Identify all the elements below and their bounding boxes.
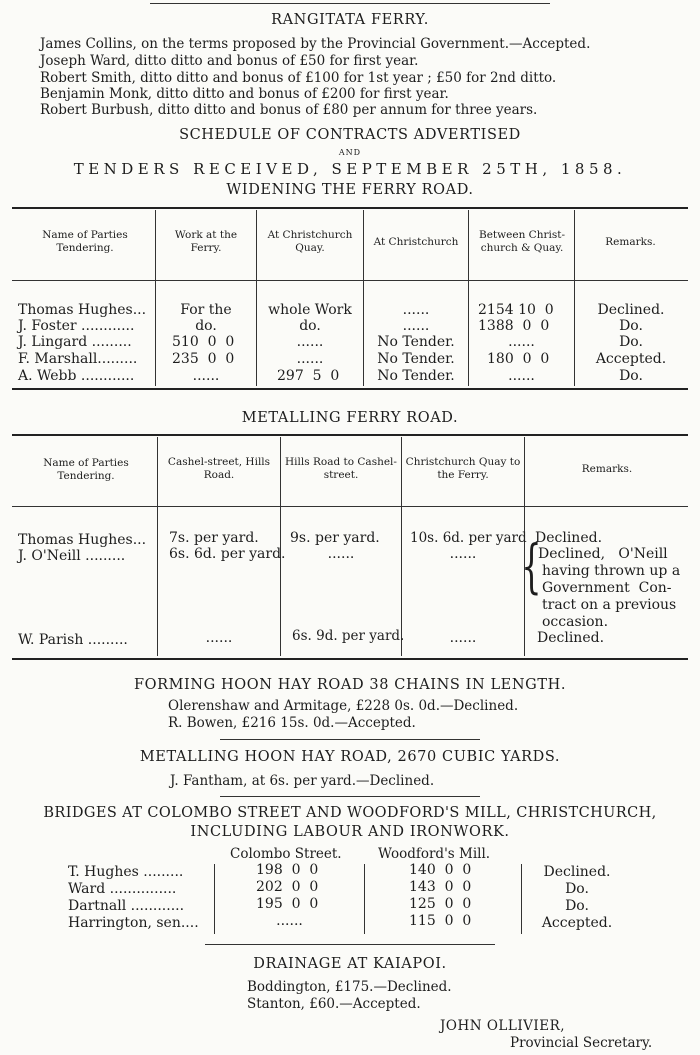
metalling-top-rule	[12, 434, 688, 436]
remarks-value: Do.	[565, 881, 589, 897]
col-divider	[155, 210, 156, 386]
schedule-tenders: TENDERS RECEIVED, SEPTEMBER 25TH, 1858.	[73, 160, 627, 178]
party-name: Thomas Hughes...	[18, 532, 147, 548]
church-value: No Tender.	[377, 351, 455, 367]
remarks-value: Accepted.	[541, 915, 613, 931]
between-value: ......	[508, 334, 535, 350]
colombo-value: 202 0 0	[256, 879, 319, 895]
woodford-value: 140 0 0	[409, 862, 472, 878]
metalling-header-name: Name of Parties Tendering.	[43, 457, 129, 482]
party-name: Dartnall ............	[68, 898, 185, 914]
schedule-and: AND	[338, 148, 362, 157]
top-rule	[150, 3, 550, 4]
oneill-remark-line: Government Con-	[542, 580, 672, 596]
quay-value: ......	[296, 351, 324, 367]
church-value: ......	[402, 302, 430, 318]
church-value: No Tender.	[377, 334, 455, 350]
woodford-value: 143 0 0	[409, 879, 472, 895]
rangitata-line: Robert Smith, ditto ditto and bonus of £100 for 1st year ; £50 for 2nd ditto.	[40, 70, 557, 86]
section-rule	[205, 944, 495, 945]
metalling-header-remarks: Remarks.	[581, 463, 633, 475]
remarks-value: Do.	[619, 368, 643, 384]
party-name: Ward ...............	[68, 881, 177, 897]
metalling-header-rule	[12, 506, 688, 507]
col-woodford: Woodford's Mill.	[378, 846, 491, 862]
remarks-value: Accepted.	[595, 351, 667, 367]
church-value: No Tender.	[377, 368, 455, 384]
metalling-header-cashel: Cashel-street, Hills Road.	[167, 456, 271, 481]
remarks-value: Declined.	[535, 530, 603, 546]
party-name: T. Hughes .........	[68, 864, 184, 880]
widening-header-quay: At Christchurch Quay.	[267, 229, 353, 254]
woodford-value: 115 0 0	[409, 913, 472, 929]
widening-header-church: At Christchurch	[373, 236, 459, 248]
col-divider	[364, 864, 365, 934]
bridges-heading-2: INCLUDING LABOUR AND IRONWORK.	[190, 824, 510, 840]
signature-name: JOHN OLLIVIER,	[440, 1018, 566, 1034]
ferry-value: 235 0 0	[172, 351, 235, 367]
party-name: F. Marshall.........	[18, 351, 138, 367]
colombo-value: 198 0 0	[256, 862, 319, 878]
ferry-value: 510 0 0	[172, 334, 235, 350]
hoon-metalling-line: J. Fantham, at 6s. per yard.—Declined.	[170, 773, 435, 789]
hills-value: 6s. 9d. per yard.	[292, 628, 405, 644]
rangitata-line: Robert Burbush, ditto ditto and bonus of £80 per annum for three years.	[40, 102, 538, 118]
drainage-heading: DRAINAGE AT KAIAPOI.	[253, 956, 447, 972]
widening-header-remarks: Remarks.	[605, 236, 656, 248]
col-divider	[468, 210, 469, 386]
ferry-value: ......	[192, 368, 220, 384]
section-rule	[220, 796, 480, 797]
remarks-value: Do.	[565, 898, 589, 914]
quay-value: ......	[449, 546, 477, 562]
quay-value: ......	[449, 630, 477, 646]
cashel-value: 7s. per yard.	[169, 530, 259, 546]
party-name: J. Lingard .........	[18, 334, 132, 350]
widening-header-between: Between Christ-church & Quay.	[479, 229, 565, 254]
between-value: ......	[508, 368, 535, 384]
ferry-value: do.	[195, 318, 217, 334]
church-value: ......	[402, 318, 430, 334]
oneill-remark-line: having thrown up a	[542, 563, 681, 579]
widening-bottom-rule	[12, 388, 688, 390]
widening-header-ferry: Work at the Ferry.	[174, 229, 238, 254]
party-name: J. O'Neill .........	[18, 548, 126, 564]
oneill-remark-line: tract on a previous	[542, 597, 677, 613]
colombo-value: 195 0 0	[256, 896, 319, 912]
between-value: 1388 0 0	[478, 318, 550, 334]
metalling-header-hills: Hills Road to Cashel-street.	[285, 456, 397, 481]
hoon-forming-line: R. Bowen, £216 15s. 0d.—Accepted.	[168, 715, 416, 731]
remarks-value: Declined.	[543, 864, 611, 880]
schedule-title: SCHEDULE OF CONTRACTS ADVERTISED	[179, 127, 521, 143]
quay-value: whole Work	[268, 302, 352, 318]
party-name: J. Foster ............	[18, 318, 135, 334]
party-name: A. Webb ............	[18, 368, 135, 384]
between-value: 180 0 0	[487, 351, 550, 367]
between-value: 2154 10 0	[478, 302, 554, 318]
quay-value: do.	[299, 318, 321, 334]
section-rule	[220, 739, 480, 740]
metalling-heading: METALLING FERRY ROAD.	[241, 410, 459, 426]
widening-top-rule	[12, 207, 688, 209]
rangitata-heading: RANGITATA FERRY.	[271, 12, 429, 28]
rangitata-line: Joseph Ward, ditto ditto and bonus of £50 for first year.	[40, 53, 419, 69]
col-colombo: Colombo Street.	[230, 846, 342, 862]
rangitata-line: James Collins, on the terms proposed by the Provincial Government.—Accepted.	[40, 36, 591, 52]
quay-value: ......	[296, 334, 324, 350]
remarks-value: Declined.	[597, 302, 665, 318]
hoon-metalling-heading: METALLING HOON HAY ROAD, 2670 CUBIC YARDS.	[139, 749, 561, 765]
remarks-value: Declined.	[537, 630, 605, 646]
rangitata-line: Benjamin Monk, ditto ditto and bonus of £200 for first year.	[40, 86, 449, 102]
party-name: W. Parish .........	[18, 632, 128, 648]
widening-header-rule	[12, 280, 688, 281]
drainage-line: Stanton, £60.—Accepted.	[247, 996, 421, 1012]
quay-value: 297 5 0	[277, 368, 340, 384]
colombo-value: ......	[276, 913, 303, 929]
metalling-header-quay: Christchurch Quay to the Ferry.	[405, 456, 521, 481]
quay-value: 10s. 6d. per yard	[410, 530, 527, 546]
cashel-value: ......	[205, 630, 233, 646]
woodford-value: 125 0 0	[409, 896, 472, 912]
bridges-heading-1: BRIDGES AT COLOMBO STREET AND WOODFORD'S MILL, CHRISTCHURCH,	[43, 805, 657, 821]
oneill-remark-line: occasion.	[542, 614, 609, 630]
hoon-forming-line: Olerenshaw and Armitage, £228 0s. 0d.—Declined.	[168, 698, 519, 714]
remarks-value: Do.	[619, 334, 643, 350]
oneill-remark-line: Declined, O'Neill	[538, 546, 668, 562]
col-divider	[157, 437, 158, 656]
drainage-line: Boddington, £175.—Declined.	[247, 979, 452, 995]
widening-heading: WIDENING THE FERRY ROAD.	[226, 182, 474, 198]
hoon-forming-heading: FORMING HOON HAY ROAD 38 CHAINS IN LENGTH.	[133, 677, 567, 693]
cashel-value: 6s. 6d. per yard.	[169, 546, 286, 562]
ferry-value: For the	[180, 302, 232, 318]
remarks-value: Do.	[619, 318, 643, 334]
hills-value: ......	[327, 546, 355, 562]
party-name: Harrington, sen....	[68, 915, 199, 931]
signature-title: Provincial Secretary.	[510, 1035, 653, 1051]
metalling-bottom-rule	[12, 658, 688, 660]
party-name: Thomas Hughes...	[18, 302, 147, 318]
widening-header-name: Name of Parties Tendering.	[42, 229, 128, 254]
brace: {	[521, 532, 542, 600]
hills-value: 9s. per yard.	[290, 530, 380, 546]
